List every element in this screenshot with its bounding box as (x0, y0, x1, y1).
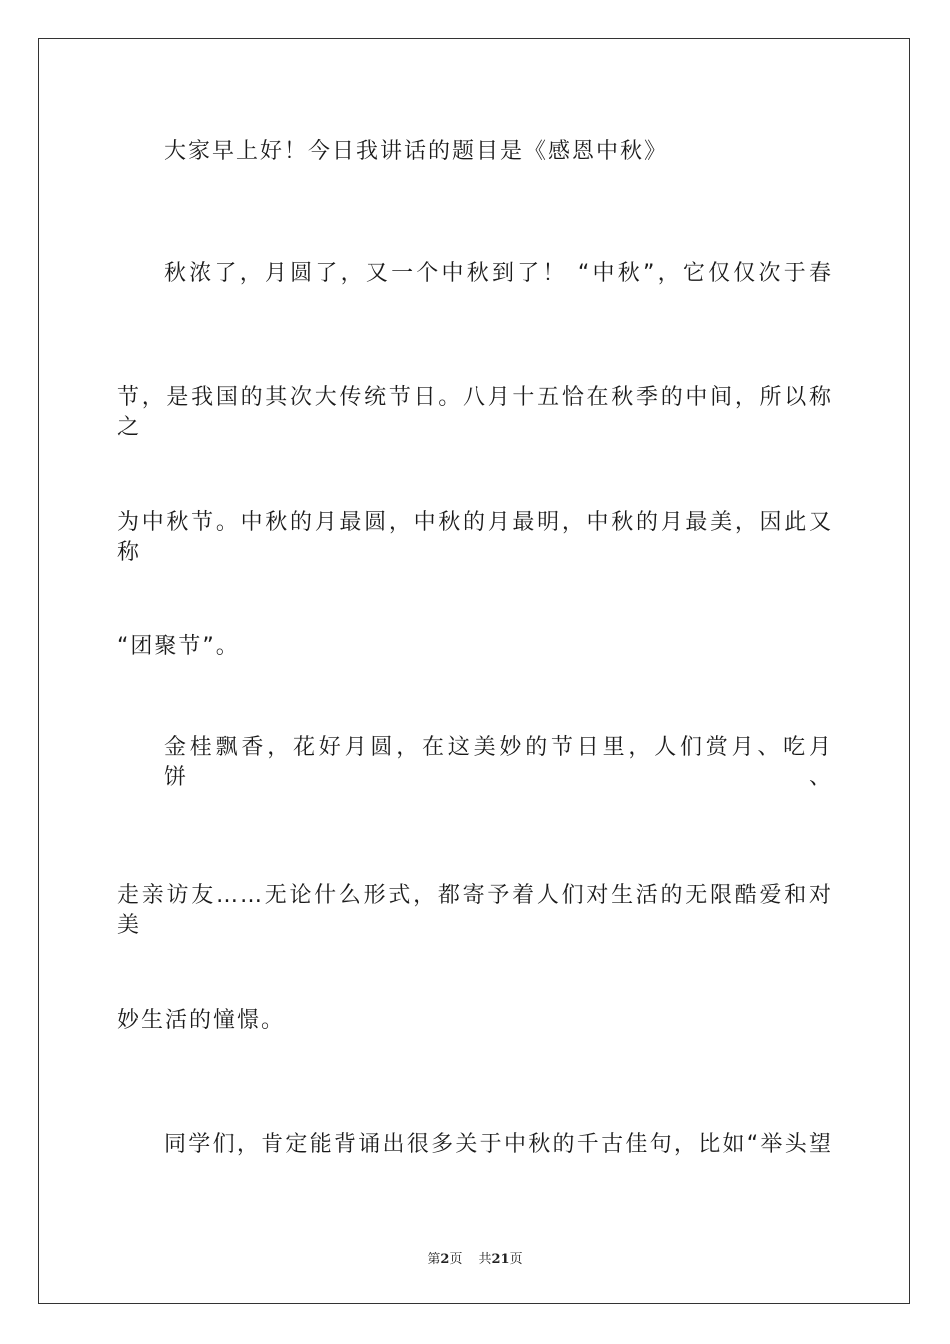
page-number: 2 (440, 1252, 450, 1267)
paragraph-line: “团聚节”。 (117, 634, 240, 659)
paragraph-line: 节，是我国的其次大传统节日。八月十五恰在秋季的中间，所以称之 (117, 385, 833, 440)
paragraph-line: 为中秋节。中秋的月最圆，中秋的月最明，中秋的月最美，因此又称 (117, 510, 833, 565)
paragraph-line: 妙生活的憧憬。 (117, 1008, 286, 1033)
paragraph-line: 同学们，肯定能背诵出很多关于中秋的千古佳句，比如“举头望 (164, 1132, 833, 1157)
paragraph-line: 大家早上好！今日我讲话的题目是《感恩中秋》 (164, 139, 669, 164)
total-suffix: 页 (509, 1252, 523, 1267)
paragraph-line: 秋浓了，月圆了，又一个中秋到了！ “中秋”，它仅仅次于春 (164, 261, 833, 286)
page-prefix: 第 (427, 1252, 441, 1267)
page-suffix: 页 (449, 1252, 463, 1267)
total-pages: 21 (491, 1252, 510, 1267)
paragraph-line: 走亲访友……无论什么形式，都寄予着人们对生活的无限酷爱和对美 (117, 883, 833, 938)
page-footer (0, 1248, 950, 1267)
page-border (38, 38, 910, 1304)
paragraph-line: 金桂飘香，花好月圆，在这美妙的节日里，人们赏月、吃月饼、 (164, 735, 833, 790)
total-prefix: 共 (478, 1252, 492, 1267)
